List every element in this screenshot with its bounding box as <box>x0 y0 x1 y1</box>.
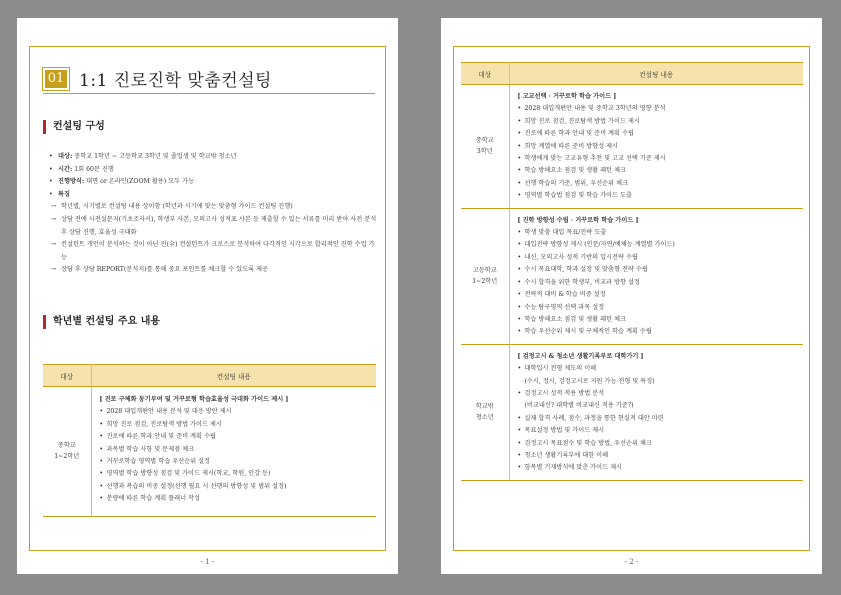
list-item: • 전략적 대비 & 학습 비중 설정 <box>517 291 606 299</box>
feature-item: → 학년별, 시기별로 컨설팅 내용 상이함 (학년과 시기에 맞는 맞춤형 가이드 컨설팅 진행) <box>49 201 379 214</box>
list-item: • 분량에 따른 학습 계획 플래너 작성 <box>99 495 201 503</box>
list-item: • 희망 진로 점검, 진로탐색 방법 가이드 제시 <box>517 117 640 125</box>
page-2 <box>441 18 822 574</box>
list-item: • 목표설정 방법 및 가이드 제시 <box>517 427 605 435</box>
list-item: • 2028 대입개편안 내용 및 중학교 3학년의 영향 분석 <box>517 105 666 113</box>
bullet-icon: • <box>49 153 53 160</box>
list-item: • 2028 대입개편안 내용 분석 및 대응 방안 제시 <box>99 408 232 416</box>
list-item: • 수시 목표대학, 학과 설정 및 맞춤형 전략 수립 <box>517 266 648 274</box>
list-item: • 진로에 따른 학과 안내 및 준비 계획 수립 <box>517 130 634 138</box>
table-header-row <box>461 63 803 85</box>
list-item: • 학생에게 맞는 고교유형 추천 및 고교 선택 기준 제시 <box>517 155 666 163</box>
content-box-title: [ 검정고시 & 청소년 생활기록부로 대학가기 ] <box>517 352 644 360</box>
page-number: - 1 - <box>200 558 215 566</box>
list-item: • 과목별 학습 사항 및 문제점 체크 <box>99 445 195 453</box>
list-item: • 학습 방해요소 점검 및 생활 패턴 체크 <box>517 315 626 323</box>
arrow-right-icon: → <box>51 203 57 211</box>
feature-item: → 컨설턴트 개인이 분석하는 것이 아닌 전(全) 컨설턴트가 크로스로 분석하여 다각적인 시각으로 합리적인 진학 수업 가능 <box>49 239 379 264</box>
list-item: • 선행과 복습의 비중 설정(선행 필요 시 선행의 방향성 및 범위 설정) <box>99 482 287 490</box>
arrow-right-icon: → <box>51 215 57 223</box>
content-box-title: [ 고교선택 · 거꾸로학 학습 가이드 ] <box>517 93 617 100</box>
list-item: • 영역별 학습법 점검 및 학습 가이드 도출 <box>517 192 632 200</box>
content-cell <box>509 344 803 480</box>
grade-cell: 중학교 1~2학년 <box>43 387 91 517</box>
content-cell <box>91 387 376 517</box>
title-divider <box>43 93 375 94</box>
feature-item: → 상담 전에 사전설문지(기초조사서), 학생부 사본, 모의고사 성적표 사본 등 제출할 수 있는 서류를 미리 받아 사전 분석 후 상담 진행, 효율성 극대화 <box>49 214 379 239</box>
page-title: 1:1 진로진학 맞춤컨설팅 <box>79 71 272 91</box>
list-item: • 수시 합격을 위한 학생부, 비교과 방향 설정 <box>517 278 640 286</box>
grade-cell: 고등학교 1~2학년 <box>461 208 509 344</box>
table-row <box>461 208 803 344</box>
list-item: • 학습 방해요소 점검 및 생활 패턴 체크 <box>517 167 626 175</box>
section-title-row <box>43 66 272 91</box>
list-item: • 대학입시 전형 제도의 이해 <box>517 365 597 373</box>
list-item: • 거꾸로학습 영역별 학습 우선순위 설정 <box>99 458 211 466</box>
arrow-right-icon: → <box>51 241 57 249</box>
table-row <box>461 85 803 209</box>
list-item: • 영역별 학습 방향성 점검 및 가이드 제시(학교, 학원, 인강 등) <box>99 470 271 478</box>
list-item-sub: (비교내신? 대학별 비교내신 적용 기준?) <box>524 402 634 410</box>
composition-item-time: • 시간: 1회 60분 진행 <box>49 164 379 177</box>
content-box-title: [ 진로 구체화 동기부여 및 거꾸로형 학습효율성 극대화 가이드 제시 ] <box>99 396 289 403</box>
list-item: • 학습 우선순위 제시 및 구체적인 학습 계획 수립 <box>517 328 652 336</box>
list-item: • 학생 맞춤 대입 목표/전략 도출 <box>517 229 607 237</box>
composition-heading: 컨설팅 구성 <box>43 120 105 134</box>
header-target: 대상 <box>43 365 91 387</box>
bullet-icon: • <box>49 190 53 198</box>
feature-item: → 상담 후 상담 REPORT(분석지)를 통해 중요 포인트를 체크할 수 있도록 제공 <box>49 264 379 277</box>
bullet-icon: • <box>49 165 53 173</box>
composition-item-target: • 대상: 중학교 1학년 ~ 고등학교 3학년 및 졸업생 및 학교밖 청소년 <box>49 151 379 164</box>
arrow-right-icon: → <box>51 266 57 274</box>
consulting-table <box>43 364 376 517</box>
table-header-row <box>43 365 376 387</box>
list-item: • 청소년 생활기록부에 대한 이해 <box>517 451 609 459</box>
list-item: • 희망 진로 점검, 진로탐색 방법 가이드 제시 <box>99 420 222 428</box>
list-item: • 검정고시 목표점수 및 학습 방법, 우선순위 체크 <box>517 439 652 447</box>
list-item: • 희망 계열에 따른 준비 방향성 제시 <box>517 142 619 150</box>
list-item: • 실제 합격 사례, 점수, 과정을 통한 현실적 대안 마련 <box>517 414 664 422</box>
list-item: • 선행 학습의 기준, 범위, 우선순위 체크 <box>517 179 628 187</box>
page-number: - 2 - <box>624 558 639 566</box>
consulting-table <box>461 62 803 481</box>
header-content: 컨설팅 내용 <box>91 365 376 387</box>
list-item: • 내신, 모의고사 성적 기반의 입시전략 수립 <box>517 253 638 261</box>
composition-item-method: • 진행방식: 대면 or 온라인(ZOOM 활용) 모두 가능 <box>49 176 379 189</box>
list-item: • 항목별 기재방식에 맞춘 가이드 제시 <box>517 464 623 472</box>
composition-item-features: • 특징 <box>49 189 379 202</box>
table-row <box>461 344 803 480</box>
grade-cell: 학교밖 청소년 <box>461 344 509 480</box>
content-cell <box>509 85 803 209</box>
composition-list <box>49 151 379 277</box>
grade-heading: 학년별 컨설팅 주요 내용 <box>43 315 160 329</box>
content-box-title: [ 진학 방향성 수립 · 거꾸로학 학습 가이드 ] <box>517 216 639 224</box>
list-item: • 대입전략 방향성 제시 (인문/자연/예체능 계열별 가이드) <box>517 241 675 249</box>
list-item: • 수능 탐구영역 선택 과목 설정 <box>517 303 605 311</box>
page-1 <box>17 18 398 574</box>
header-content: 컨설팅 내용 <box>509 63 803 85</box>
list-item-sub: (수시, 정시, 검정고시로 지원 가능 전형 및 특징) <box>524 377 655 385</box>
table-row <box>43 387 376 517</box>
list-item: • 검정고시 성적 적용 방법 분석 <box>517 389 605 397</box>
grade-cell: 중학교 3학년 <box>461 85 509 209</box>
bullet-icon: • <box>49 178 53 186</box>
section-number-badge: 01 <box>43 68 69 90</box>
content-cell <box>509 208 803 344</box>
header-target: 대상 <box>461 63 509 85</box>
list-item: • 진로에 따른 학과 안내 및 준비 계획 수립 <box>99 433 216 441</box>
